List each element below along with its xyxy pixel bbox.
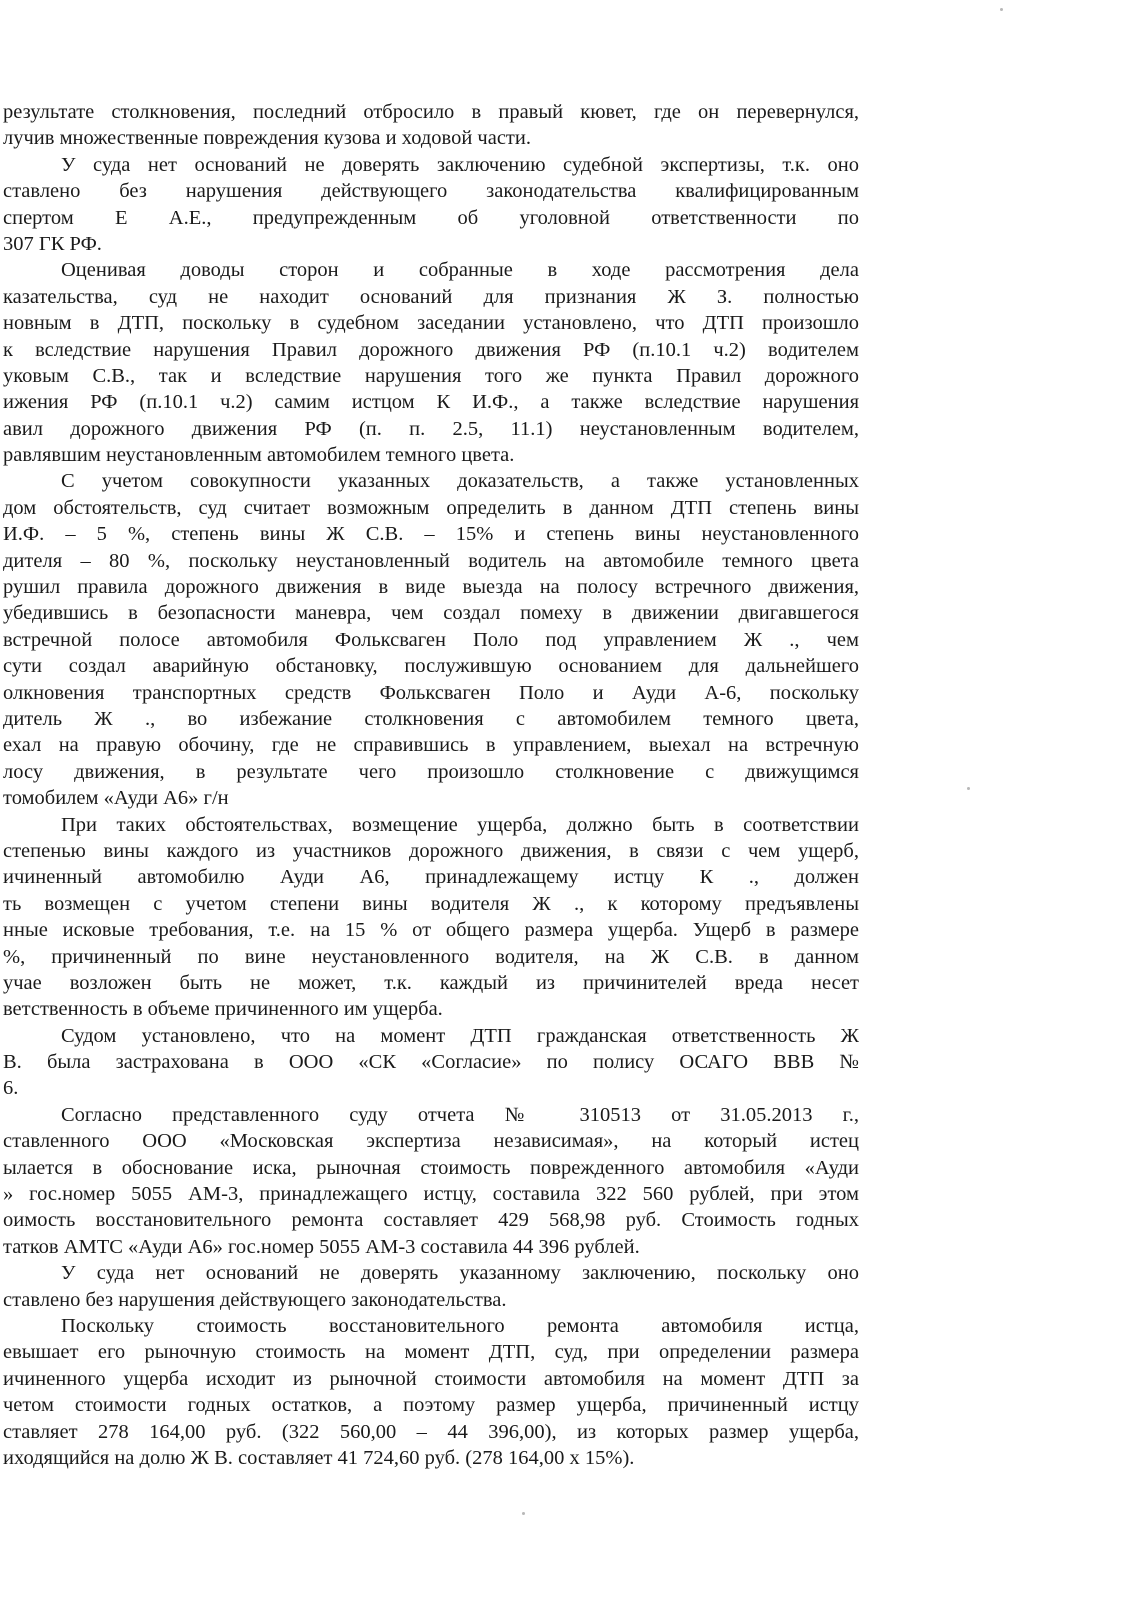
- text-line: Поскольку стоимость восстановительного ремонта автомобиля истца,: [61, 1314, 859, 1337]
- text-line: уковым С.В., так и вследствие нарушения того же пункта Правил дорожного: [3, 364, 859, 387]
- text-line: ставляет 278 164,00 руб. (322 560,00 – 44 396,00), из которых размер ущерба,: [3, 1420, 859, 1443]
- text-line: ставлено без нарушения действующего законодательства.: [3, 1288, 507, 1311]
- text-line: рушил правила дорожного движения в виде выезда на полосу встречного движения,: [3, 576, 859, 599]
- text-line: лосу движения, в результате чего произошло столкновение с движущимся: [3, 760, 859, 783]
- text-line: новным в ДТП, поскольку в судебном заседании установлено, что ДТП произошло: [3, 312, 859, 335]
- text-line: убедившись в безопасности маневра, чем создал помеху в движении двигавшегося: [3, 602, 859, 625]
- text-line: 6.: [3, 1077, 19, 1100]
- text-line: ставленного ООО «Московская экспертиза независимая», на который истец: [3, 1130, 859, 1153]
- text-line: В. была застрахована в ООО «СК «Согласие» по полису ОСАГО ВВВ №: [3, 1051, 859, 1074]
- scan-speck: [967, 787, 970, 790]
- text-line: ичиненного ущерба исходит из рыночной стоимости автомобиля на момент ДТП за: [3, 1367, 859, 1390]
- text-line: евышает его рыночную стоимость на момент ДТП, суд, при определении размера: [3, 1341, 859, 1364]
- text-line: сути создал аварийную обстановку, послужившую основанием для дальнейшего: [3, 655, 859, 678]
- text-line: встречной полосе автомобиля Фольксваген Поло под управлением Ж ., чем: [3, 628, 859, 651]
- text-line: к вследствие нарушения Правил дорожного движения РФ (п.10.1 ч.2) водителем: [3, 338, 859, 361]
- text-line: ть возмещен с учетом степени вины водителя Ж ., к которому предъявлены: [3, 892, 859, 915]
- text-line: %, причиненный по вине неустановленного водителя, на Ж С.В. в данном: [3, 945, 859, 968]
- scan-speck: [522, 1512, 525, 1515]
- text-line: степенью вины каждого из участников дорожного движения, в связи с чем ущерб,: [3, 839, 859, 862]
- text-line: казательства, суд не находит оснований для признания Ж З. полностью: [3, 285, 859, 308]
- text-line: Судом установлено, что на момент ДТП гражданская ответственность Ж: [61, 1024, 859, 1047]
- text-line: результате столкновения, последний отбросило в правый кювет, где он перевернулся,: [3, 101, 859, 123]
- text-line: учае возложен быть не может, т.к. каждый из причинителей вреда несет: [3, 971, 859, 994]
- text-line: С учетом совокупности указанных доказательств, а также установленных: [61, 470, 859, 493]
- scan-speck: [1000, 8, 1003, 11]
- text-line: И.Ф. – 5 %, степень вины Ж С.В. – 15% и степень вины неустановленного: [3, 523, 859, 546]
- text-line: олкновения транспортных средств Фольксваген Поло и Ауди А-6, поскольку: [3, 681, 859, 704]
- text-line: Оценивая доводы сторон и собранные в ходе рассмотрения дела: [61, 259, 859, 282]
- text-line: При таких обстоятельствах, возмещение ущерба, должно быть в соответствии: [61, 813, 859, 836]
- text-line: оимость восстановительного ремонта составляет 429 568,98 руб. Стоимость годных: [3, 1209, 859, 1232]
- text-line: » гос.номер 5055 АМ-3, принадлежащего истцу, составила 322 560 рублей, при этом: [3, 1183, 859, 1206]
- text-line: дом обстоятельств, суд считает возможным определить в данном ДТП степень вины: [3, 496, 859, 519]
- text-line: татков АМТС «Ауди А6» гос.номер 5055 АМ-3 составила 44 396 рублей.: [3, 1235, 640, 1258]
- document-body: [3, 99, 859, 1471]
- text-line: ехал на правую обочину, где не справившись в управлением, выехал на встречную: [3, 734, 859, 757]
- text-line: нные исковые требования, т.е. на 15 % от общего размера ущерба. Ущерб в размере: [3, 919, 859, 942]
- text-line: ичиненный автомобилю Ауди А6, принадлежащему истцу К ., должен: [3, 866, 859, 889]
- text-line: У суда нет оснований не доверять заключению судебной экспертизы, т.к. оно: [61, 153, 859, 176]
- text-line: ставлено без нарушения действующего законодательства квалифицированным: [3, 180, 859, 203]
- text-line: равлявшим неустановленным автомобилем темного цвета.: [3, 444, 515, 467]
- text-line: спертом Е А.Е., предупрежденным об уголовной ответственности по: [3, 206, 859, 229]
- text-line: У суда нет оснований не доверять указанному заключению, поскольку оно: [61, 1262, 859, 1285]
- text-line: томобилем «Ауди А6» г/н: [3, 787, 229, 810]
- text-line: ветственность в объеме причиненного им ущерба.: [3, 998, 443, 1021]
- text-line: авил дорожного движения РФ (п. п. 2.5, 11.1) неустановленным водителем,: [3, 417, 859, 440]
- text-line: лучив множественные повреждения кузова и ходовой части.: [3, 127, 531, 150]
- text-line: ылается в обоснование иска, рыночная стоимость поврежденного автомобиля «Ауди: [3, 1156, 859, 1179]
- text-line: иходящийся на долю Ж В. составляет 41 724,60 руб. (278 164,00 х 15%).: [3, 1446, 635, 1469]
- text-line: Согласно представленного суду отчета № 310513 от 31.05.2013 г.,: [61, 1103, 859, 1126]
- text-line: четом стоимости годных остатков, а поэтому размер ущерба, причиненный истцу: [3, 1394, 859, 1417]
- text-line: 307 ГК РФ.: [3, 232, 102, 255]
- text-line: ижения РФ (п.10.1 ч.2) самим истцом К И.Ф., а также вследствие нарушения: [3, 391, 859, 414]
- text-line: дителя – 80 %, поскольку неустановленный водитель на автомобиле темного цвета: [3, 549, 859, 572]
- text-line: дитель Ж ., во избежание столкновения с автомобилем темного цвета,: [3, 707, 859, 730]
